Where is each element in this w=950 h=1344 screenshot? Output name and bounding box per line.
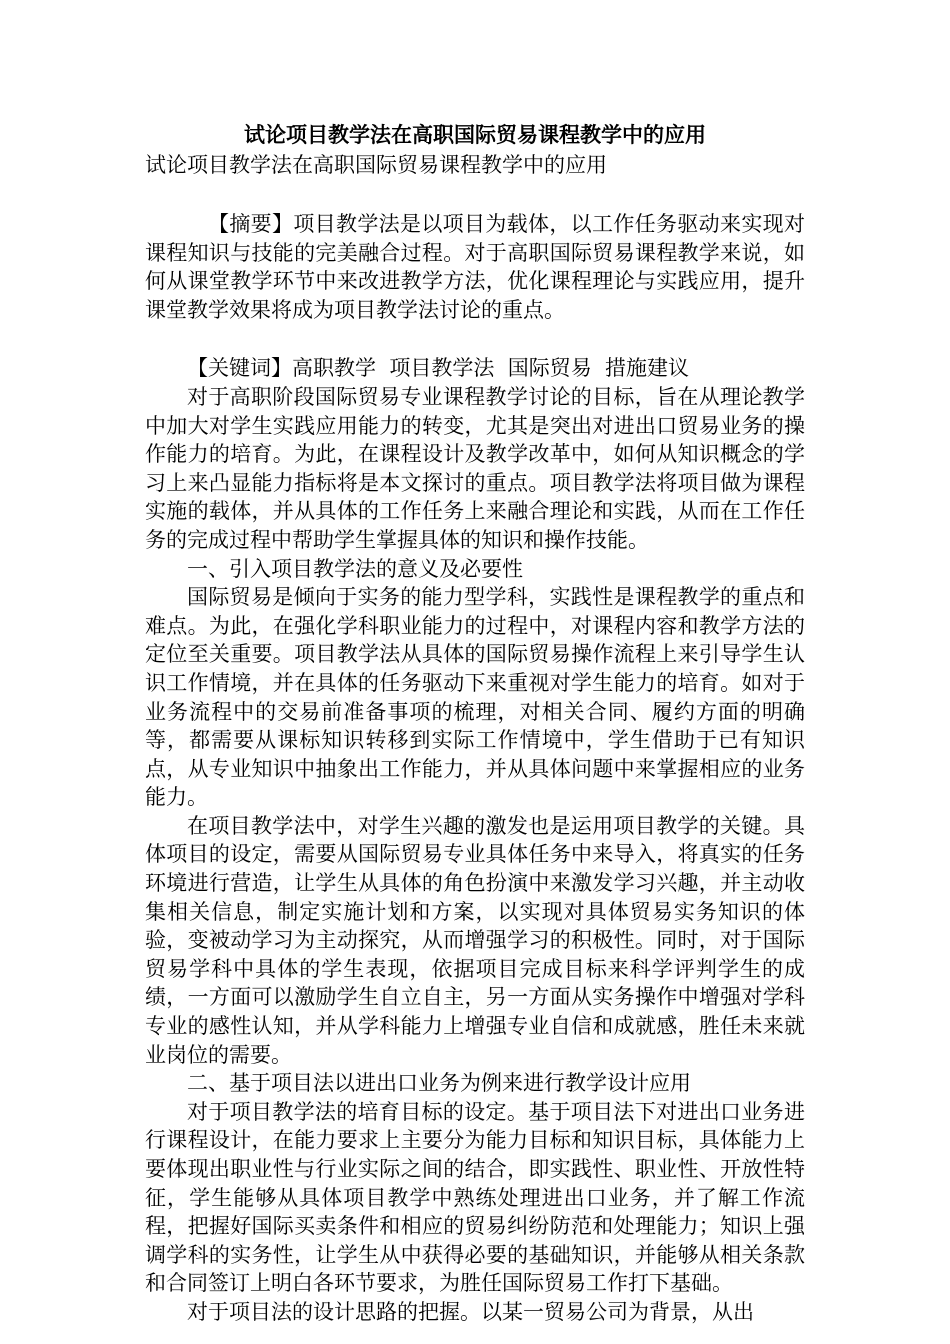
document-subtitle: 试论项目教学法在高职国际贸易课程教学中的应用 (145, 153, 607, 177)
keywords-line: 【关键词】高职教学 项目教学法 国际贸易 措施建议 (187, 356, 690, 381)
section-heading: 一、引入项目教学法的意义及必要性 (187, 556, 523, 581)
blank-line (145, 180, 805, 210)
body-paragraph: 在项目教学法中，对学生兴趣的激发也是运用项目教学的关键。具体项目的设定，需要从国际贸易专业具体任务中来导入，将真实的任务环境进行营造，让学生从具体的角色扮演中来激发学习兴趣，并主动收集相关信息，制定实施计划和方案，以实现对具体贸易实务知识的体验，变被动学习为主动探究，从而增强学习的积极性。同时，对于国际贸易学科中具体的学生表现，依据项目完成目标来科学评判学生的成绩，一方面可以激励学生自立自主，另一方面从实务操作中增强对学科专业的感性认知，并从学科能力上增强专业自信和成就感，胜任未来就业岗位的需要。 (145, 813, 805, 1067)
abstract-paragraph: 【摘要】项目教学法是以项目为载体，以工作任务驱动来实现对课程知识与技能的完美融合过程。对于高职国际贸易课程教学来说，如何从课堂教学环节中来改进教学方法，优化课程理论与实践应用，提升课堂教学效果将成为项目教学法讨论的重点。 (145, 212, 805, 322)
body-paragraph: 对于项目教学法的培育目标的设定。基于项目法下对进出口业务进行课程设计，在能力要求上主要分为能力目标和知识目标，具体能力上要体现出职业性与行业实际之间的结合，即实践性、职业性、开放性特征，学生能够从具体项目教学中熟练处理进出口业务，并了解工作流程，把握好国际买卖条件和相应的贸易纠纷防范和处理能力；知识上强调学科的实务性，让学生从中获得必要的基础知识，并能够从相关条款和合同签订上明白各环节要求，为胜任国际贸易工作打下基础。 (145, 1099, 805, 1296)
section-heading: 二、基于项目法以进出口业务为例来进行教学设计应用 (187, 1071, 691, 1096)
blank-line (145, 324, 805, 354)
document-title: 试论项目教学法在高职国际贸易课程教学中的应用 (244, 122, 706, 147)
body-paragraph: 国际贸易是倾向于实务的能力型学科，实践性是课程教学的重点和难点。为此，在强化学科职业能力的过程中，对课程内容和教学方法的定位至关重要。项目教学法从具体的国际贸易操作流程上来引导学生认识工作情境，并在具体的任务驱动下来重视对学生能力的培育。如对于业务流程中的交易前准备事项的梳理，对相关合同、履约方面的明确等，都需要从课标知识转移到实际工作情境中，学生借助于已有知识点，从专业知识中抽象出工作能力，并从具体问题中来掌握相应的业务能力。 (145, 585, 805, 810)
body-paragraph: 对于高职阶段国际贸易专业课程教学讨论的目标，旨在从理论教学中加大对学生实践应用能力的转变，尤其是突出对进出口贸易业务的操作能力的培育。为此，在课程设计及教学改革中，如何从知识概念的学习上来凸显能力指标将是本文探讨的重点。项目教学法将项目做为课程实施的载体，并从具体的工作任务上来融合理论和实践，从而在工作任务的完成过程中帮助学生掌握具体的知识和操作技能。 (145, 384, 805, 552)
document-page (145, 120, 805, 1327)
body-paragraph: 对于项目法的设计思路的把握。以某一贸易公司为背景，从出 (187, 1299, 754, 1324)
